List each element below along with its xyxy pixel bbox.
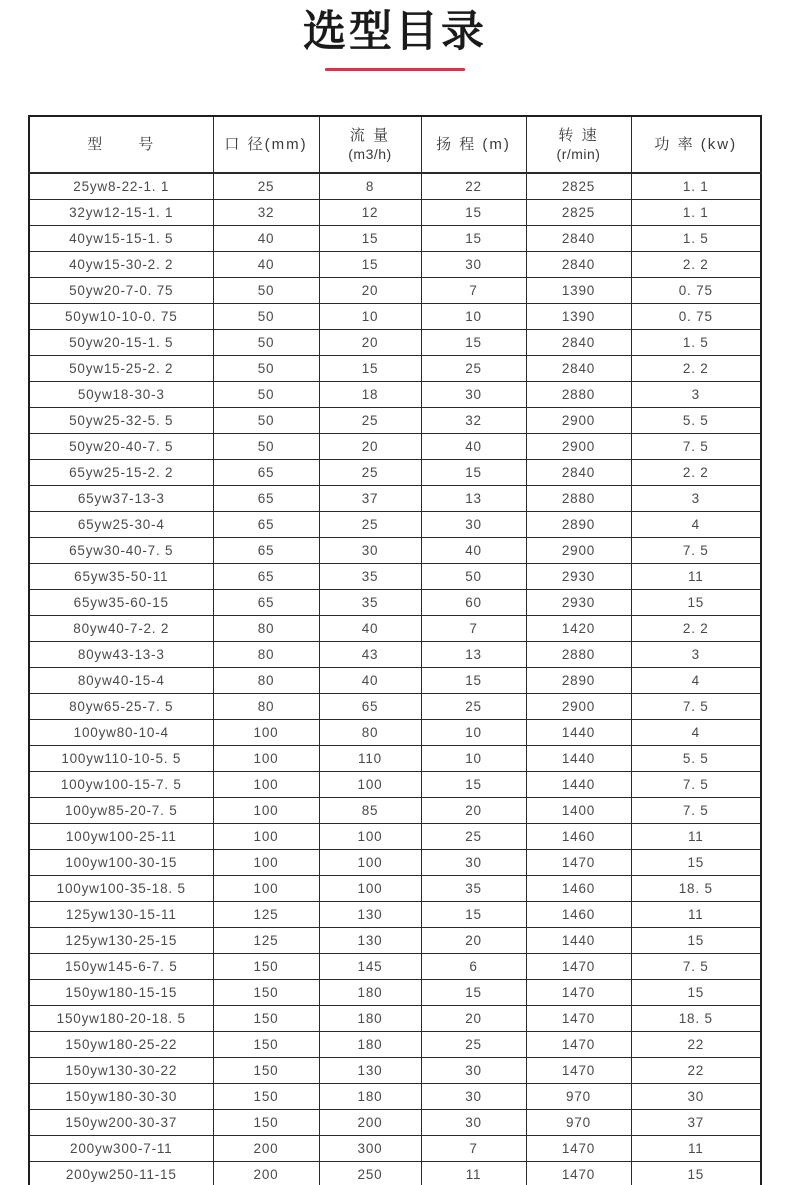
value-cell: 125 [213,902,319,928]
value-cell: 1. 5 [631,330,761,356]
value-cell: 80 [213,694,319,720]
table-row [29,486,761,512]
value-cell: 40 [319,616,421,642]
model-cell: 50yw15-25-2. 2 [29,356,213,382]
model-cell: 100yw100-25-11 [29,824,213,850]
value-cell: 10 [421,720,526,746]
column-header: 功 率 (kw) [631,116,761,173]
value-cell: 2880 [526,382,631,408]
value-cell: 25 [319,408,421,434]
value-cell: 6 [421,954,526,980]
value-cell: 7 [421,1136,526,1162]
value-cell: 2840 [526,460,631,486]
value-cell: 1. 5 [631,226,761,252]
table-row [29,226,761,252]
value-cell: 2840 [526,226,631,252]
table-body [29,173,761,1185]
value-cell: 100 [213,798,319,824]
value-cell: 50 [213,408,319,434]
value-cell: 1400 [526,798,631,824]
value-cell: 1470 [526,850,631,876]
model-cell: 100yw80-10-4 [29,720,213,746]
value-cell: 50 [213,330,319,356]
value-cell: 1440 [526,928,631,954]
value-cell: 100 [213,746,319,772]
value-cell: 150 [213,1006,319,1032]
value-cell: 15 [631,850,761,876]
value-cell: 10 [421,304,526,330]
value-cell: 250 [319,1162,421,1185]
table-row [29,330,761,356]
table-row [29,590,761,616]
column-header: 转 速 (r/min) [526,116,631,173]
value-cell: 1470 [526,1006,631,1032]
value-cell: 180 [319,1032,421,1058]
value-cell: 2825 [526,173,631,200]
table-row [29,772,761,798]
value-cell: 80 [213,668,319,694]
value-cell: 40 [213,252,319,278]
value-cell: 30 [421,512,526,538]
value-cell: 15 [631,1162,761,1185]
value-cell: 2900 [526,408,631,434]
value-cell: 15 [421,226,526,252]
value-cell: 15 [631,928,761,954]
table-row [29,512,761,538]
table-row [29,668,761,694]
model-cell: 32yw12-15-1. 1 [29,200,213,226]
table-row [29,876,761,902]
table-row [29,720,761,746]
value-cell: 1470 [526,1136,631,1162]
value-cell: 11 [631,564,761,590]
table-row [29,382,761,408]
value-cell: 15 [319,252,421,278]
model-cell: 100yw110-10-5. 5 [29,746,213,772]
value-cell: 180 [319,1084,421,1110]
value-cell: 25 [421,1032,526,1058]
value-cell: 2890 [526,512,631,538]
value-cell: 3 [631,642,761,668]
value-cell: 15 [421,772,526,798]
value-cell: 30 [421,850,526,876]
table-row [29,694,761,720]
value-cell: 150 [213,954,319,980]
table-row [29,538,761,564]
model-cell: 80yw40-15-4 [29,668,213,694]
column-header: 扬 程 (m) [421,116,526,173]
table-row [29,1162,761,1185]
title-underline-accent [325,68,465,71]
column-header: 型 号 [29,116,213,173]
model-cell: 150yw180-15-15 [29,980,213,1006]
value-cell: 2. 2 [631,252,761,278]
value-cell: 40 [421,434,526,460]
value-cell: 65 [213,512,319,538]
value-cell: 4 [631,512,761,538]
value-cell: 15 [421,902,526,928]
table-row [29,850,761,876]
value-cell: 130 [319,1058,421,1084]
value-cell: 7. 5 [631,798,761,824]
value-cell: 11 [631,1136,761,1162]
value-cell: 1460 [526,902,631,928]
value-cell: 150 [213,1084,319,1110]
value-cell: 20 [319,434,421,460]
value-cell: 25 [421,694,526,720]
value-cell: 200 [213,1162,319,1185]
table-row [29,1110,761,1136]
value-cell: 180 [319,980,421,1006]
value-cell: 13 [421,486,526,512]
value-cell: 80 [319,720,421,746]
value-cell: 7. 5 [631,538,761,564]
value-cell: 100 [213,850,319,876]
value-cell: 65 [213,538,319,564]
table-row [29,356,761,382]
table-row [29,1006,761,1032]
table-row [29,798,761,824]
value-cell: 2900 [526,538,631,564]
value-cell: 300 [319,1136,421,1162]
model-cell: 50yw18-30-3 [29,382,213,408]
value-cell: 25 [421,824,526,850]
table-row [29,252,761,278]
value-cell: 50 [213,382,319,408]
value-cell: 15 [319,356,421,382]
value-cell: 13 [421,642,526,668]
model-cell: 40yw15-30-2. 2 [29,252,213,278]
value-cell: 1440 [526,772,631,798]
value-cell: 10 [421,746,526,772]
table-row [29,954,761,980]
value-cell: 18 [319,382,421,408]
model-cell: 65yw35-60-15 [29,590,213,616]
model-cell: 50yw20-15-1. 5 [29,330,213,356]
model-cell: 80yw65-25-7. 5 [29,694,213,720]
value-cell: 2880 [526,486,631,512]
value-cell: 1440 [526,746,631,772]
table-header-row [29,116,761,173]
value-cell: 20 [421,928,526,954]
value-cell: 1460 [526,876,631,902]
value-cell: 15 [631,590,761,616]
table-row [29,824,761,850]
model-cell: 100yw100-30-15 [29,850,213,876]
value-cell: 11 [631,902,761,928]
value-cell: 100 [213,772,319,798]
value-cell: 30 [421,252,526,278]
model-cell: 50yw25-32-5. 5 [29,408,213,434]
value-cell: 15 [421,330,526,356]
table-header [29,116,761,173]
value-cell: 1470 [526,1058,631,1084]
model-cell: 40yw15-15-1. 5 [29,226,213,252]
value-cell: 1. 1 [631,173,761,200]
value-cell: 50 [213,304,319,330]
value-cell: 20 [319,278,421,304]
value-cell: 7. 5 [631,694,761,720]
value-cell: 43 [319,642,421,668]
model-cell: 200yw250-11-15 [29,1162,213,1185]
value-cell: 15 [631,980,761,1006]
table-row [29,1058,761,1084]
value-cell: 2900 [526,434,631,460]
page-title: 选型目录 [303,8,487,56]
value-cell: 3 [631,486,761,512]
value-cell: 30 [319,538,421,564]
value-cell: 970 [526,1084,631,1110]
value-cell: 30 [631,1084,761,1110]
model-cell: 150yw180-20-18. 5 [29,1006,213,1032]
value-cell: 970 [526,1110,631,1136]
model-cell: 80yw40-7-2. 2 [29,616,213,642]
value-cell: 10 [319,304,421,330]
value-cell: 1420 [526,616,631,642]
value-cell: 2840 [526,356,631,382]
value-cell: 2880 [526,642,631,668]
value-cell: 1390 [526,304,631,330]
model-cell: 65yw30-40-7. 5 [29,538,213,564]
table-row [29,1084,761,1110]
value-cell: 5. 5 [631,746,761,772]
value-cell: 15 [421,200,526,226]
value-cell: 65 [213,564,319,590]
value-cell: 150 [213,980,319,1006]
value-cell: 2900 [526,694,631,720]
value-cell: 1470 [526,1032,631,1058]
value-cell: 60 [421,590,526,616]
table-row [29,564,761,590]
value-cell: 50 [213,434,319,460]
value-cell: 15 [421,460,526,486]
model-cell: 50yw20-40-7. 5 [29,434,213,460]
value-cell: 200 [319,1110,421,1136]
value-cell: 2930 [526,590,631,616]
value-cell: 11 [421,1162,526,1185]
table-row [29,928,761,954]
value-cell: 15 [421,980,526,1006]
column-header: 流 量 (m3/h) [319,116,421,173]
value-cell: 7. 5 [631,772,761,798]
value-cell: 15 [421,668,526,694]
value-cell: 100 [213,720,319,746]
model-cell: 150yw130-30-22 [29,1058,213,1084]
value-cell: 40 [213,226,319,252]
value-cell: 1. 1 [631,200,761,226]
value-cell: 18. 5 [631,1006,761,1032]
value-cell: 30 [421,1058,526,1084]
table-row [29,1032,761,1058]
model-cell: 65yw25-15-2. 2 [29,460,213,486]
value-cell: 65 [319,694,421,720]
value-cell: 20 [421,1006,526,1032]
model-cell: 65yw37-13-3 [29,486,213,512]
table-row [29,902,761,928]
value-cell: 65 [213,486,319,512]
value-cell: 65 [213,460,319,486]
model-cell: 100yw85-20-7. 5 [29,798,213,824]
table-row [29,1136,761,1162]
value-cell: 100 [213,824,319,850]
value-cell: 80 [213,642,319,668]
value-cell: 50 [213,278,319,304]
table-row [29,642,761,668]
value-cell: 8 [319,173,421,200]
value-cell: 30 [421,1084,526,1110]
model-cell: 200yw300-7-11 [29,1136,213,1162]
model-cell: 50yw10-10-0. 75 [29,304,213,330]
value-cell: 0. 75 [631,278,761,304]
value-cell: 7. 5 [631,954,761,980]
value-cell: 1390 [526,278,631,304]
model-cell: 50yw20-7-0. 75 [29,278,213,304]
value-cell: 2840 [526,252,631,278]
value-cell: 40 [421,538,526,564]
value-cell: 3 [631,382,761,408]
value-cell: 2. 2 [631,460,761,486]
model-cell: 25yw8-22-1. 1 [29,173,213,200]
value-cell: 2890 [526,668,631,694]
value-cell: 32 [421,408,526,434]
value-cell: 35 [421,876,526,902]
value-cell: 30 [421,1110,526,1136]
value-cell: 32 [213,200,319,226]
table-row [29,408,761,434]
value-cell: 100 [319,850,421,876]
value-cell: 1470 [526,1162,631,1185]
value-cell: 25 [421,356,526,382]
model-cell: 100yw100-35-18. 5 [29,876,213,902]
value-cell: 50 [421,564,526,590]
value-cell: 20 [421,798,526,824]
value-cell: 1440 [526,720,631,746]
value-cell: 80 [213,616,319,642]
value-cell: 7. 5 [631,434,761,460]
value-cell: 35 [319,564,421,590]
table-row [29,434,761,460]
value-cell: 2930 [526,564,631,590]
value-cell: 1460 [526,824,631,850]
value-cell: 12 [319,200,421,226]
value-cell: 4 [631,720,761,746]
value-cell: 1470 [526,980,631,1006]
model-cell: 150yw180-25-22 [29,1032,213,1058]
model-cell: 150yw145-6-7. 5 [29,954,213,980]
model-cell: 80yw43-13-3 [29,642,213,668]
value-cell: 150 [213,1032,319,1058]
value-cell: 11 [631,824,761,850]
table-row [29,173,761,200]
value-cell: 200 [213,1136,319,1162]
model-cell: 125yw130-25-15 [29,928,213,954]
value-cell: 7 [421,278,526,304]
value-cell: 150 [213,1058,319,1084]
value-cell: 100 [319,876,421,902]
table-row [29,616,761,642]
table-row [29,980,761,1006]
model-cell: 150yw200-30-37 [29,1110,213,1136]
model-cell: 150yw180-30-30 [29,1084,213,1110]
model-cell: 65yw25-30-4 [29,512,213,538]
value-cell: 125 [213,928,319,954]
value-cell: 65 [213,590,319,616]
value-cell: 37 [319,486,421,512]
value-cell: 40 [319,668,421,694]
value-cell: 2825 [526,200,631,226]
value-cell: 22 [631,1058,761,1084]
model-cell: 100yw100-15-7. 5 [29,772,213,798]
value-cell: 4 [631,668,761,694]
value-cell: 85 [319,798,421,824]
value-cell: 22 [631,1032,761,1058]
value-cell: 35 [319,590,421,616]
value-cell: 100 [213,876,319,902]
value-cell: 1470 [526,954,631,980]
value-cell: 37 [631,1110,761,1136]
value-cell: 2. 2 [631,356,761,382]
value-cell: 7 [421,616,526,642]
value-cell: 100 [319,772,421,798]
value-cell: 5. 5 [631,408,761,434]
value-cell: 180 [319,1006,421,1032]
table-row [29,460,761,486]
value-cell: 130 [319,928,421,954]
table-row [29,200,761,226]
value-cell: 100 [319,824,421,850]
value-cell: 50 [213,356,319,382]
column-header: 口 径(mm) [213,116,319,173]
value-cell: 30 [421,382,526,408]
value-cell: 2. 2 [631,616,761,642]
value-cell: 25 [319,460,421,486]
value-cell: 150 [213,1110,319,1136]
table-row [29,746,761,772]
model-cell: 125yw130-15-11 [29,902,213,928]
value-cell: 130 [319,902,421,928]
value-cell: 25 [213,173,319,200]
value-cell: 15 [319,226,421,252]
pump-selection-table [28,115,762,1185]
model-cell: 65yw35-50-11 [29,564,213,590]
value-cell: 20 [319,330,421,356]
value-cell: 25 [319,512,421,538]
value-cell: 0. 75 [631,304,761,330]
value-cell: 110 [319,746,421,772]
value-cell: 18. 5 [631,876,761,902]
value-cell: 22 [421,173,526,200]
value-cell: 145 [319,954,421,980]
table-row [29,304,761,330]
table-row [29,278,761,304]
value-cell: 2840 [526,330,631,356]
